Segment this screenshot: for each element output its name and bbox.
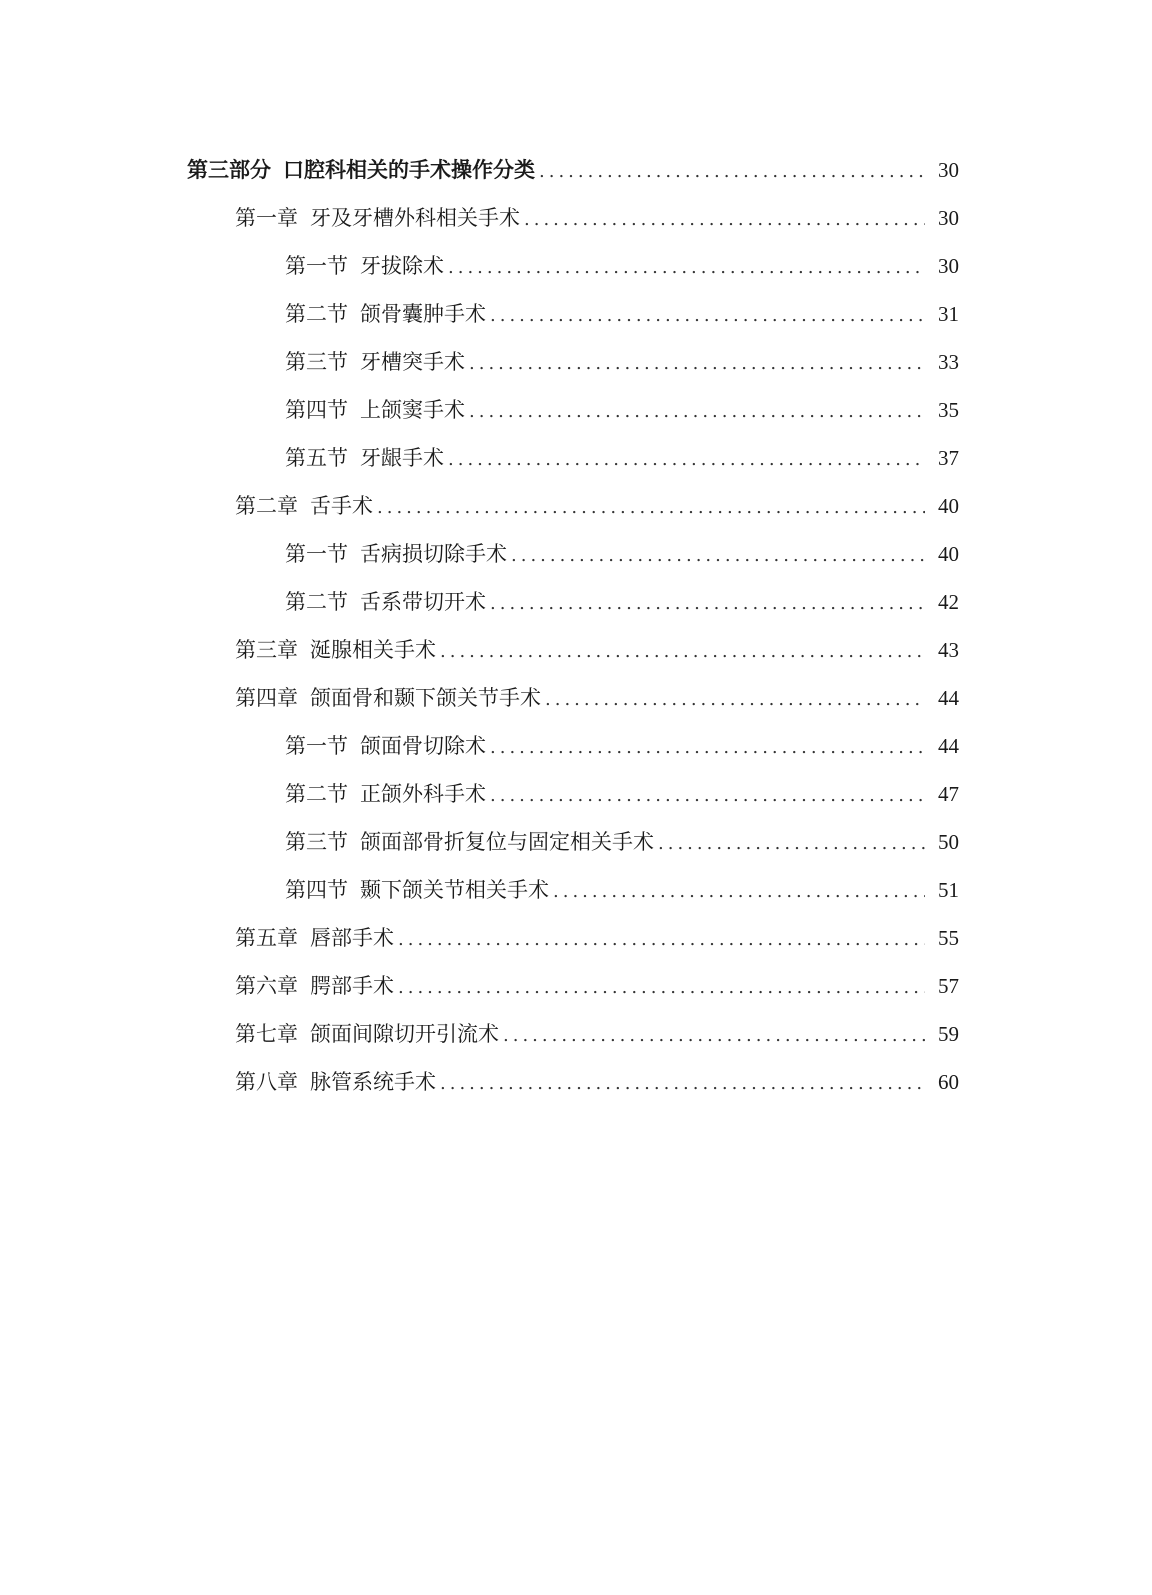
- toc-entry-title: 舌病损切除手术: [360, 542, 507, 566]
- dot-leader: [398, 920, 925, 960]
- toc-entry-label: 第二节: [285, 782, 348, 806]
- toc-entry-page-number: 44: [938, 686, 959, 710]
- toc-section-entry[interactable]: [285, 822, 959, 862]
- toc-chapter-entry[interactable]: [235, 486, 959, 526]
- toc-chapter-entry[interactable]: [235, 1014, 959, 1054]
- toc-entry-label: 第一章: [235, 206, 298, 230]
- toc-entry-title: 颌面间隙切开引流术: [310, 1022, 499, 1046]
- toc-section-entry[interactable]: [285, 246, 959, 286]
- toc-entry-page-number: 40: [938, 542, 959, 566]
- toc-section-entry[interactable]: [285, 582, 959, 622]
- toc-entry-title: 舌手术: [310, 494, 373, 518]
- toc-entry-page-number: 33: [938, 350, 959, 374]
- toc-entry-page-number: 35: [938, 398, 959, 422]
- toc-entry-page-number: 60: [938, 1070, 959, 1094]
- toc-entry-label: 第一节: [285, 254, 348, 278]
- toc-entry-page-number: 30: [938, 158, 959, 182]
- toc-section-entry[interactable]: [285, 342, 959, 382]
- toc-chapter-entry[interactable]: [235, 630, 959, 670]
- toc-entry-label: 第五章: [235, 926, 298, 950]
- toc-entry-label: 第四节: [285, 878, 348, 902]
- dot-leader: [545, 680, 925, 720]
- toc-chapter-entry[interactable]: [235, 678, 959, 718]
- toc-section-entry[interactable]: [285, 726, 959, 766]
- toc-entry-page-number: 42: [938, 590, 959, 614]
- dot-leader: [490, 296, 925, 336]
- toc-chapter-entry[interactable]: [235, 1062, 959, 1102]
- dot-leader: [511, 536, 925, 576]
- toc-entry-label: 第三部分: [187, 158, 271, 182]
- toc-entry-page-number: 37: [938, 446, 959, 470]
- toc-entry-title: 牙拔除术: [360, 254, 444, 278]
- toc-entry-label: 第二节: [285, 590, 348, 614]
- toc-entry-label: 第一节: [285, 542, 348, 566]
- toc-entry-page-number: 47: [938, 782, 959, 806]
- dot-leader: [503, 1016, 925, 1056]
- toc-entry-title: 上颌窦手术: [360, 398, 465, 422]
- toc-entry-title: 颌面部骨折复位与固定相关手术: [360, 830, 654, 854]
- toc-section-entry[interactable]: [285, 294, 959, 334]
- dot-leader: [490, 728, 925, 768]
- toc-entry-title: 口腔科相关的手术操作分类: [283, 158, 535, 182]
- toc-entry-title: 唇部手术: [310, 926, 394, 950]
- toc-entry-title: 颞下颌关节相关手术: [360, 878, 549, 902]
- toc-entry-label: 第六章: [235, 974, 298, 998]
- toc-entry-page-number: 43: [938, 638, 959, 662]
- toc-entry-page-number: 40: [938, 494, 959, 518]
- toc-chapter-entry[interactable]: [235, 966, 959, 1006]
- toc-section-entry[interactable]: [285, 534, 959, 574]
- dot-leader: [539, 152, 925, 192]
- toc-entry-label: 第二章: [235, 494, 298, 518]
- dot-leader: [440, 1064, 925, 1104]
- toc-entry-label: 第四节: [285, 398, 348, 422]
- dot-leader: [658, 824, 925, 864]
- toc-chapter-entry[interactable]: [235, 198, 959, 238]
- toc-entry-title: 颌面骨和颞下颌关节手术: [310, 686, 541, 710]
- dot-leader: [469, 392, 925, 432]
- toc-entry-page-number: 50: [938, 830, 959, 854]
- toc-entry-page-number: 30: [938, 206, 959, 230]
- toc-entry-page-number: 59: [938, 1022, 959, 1046]
- dot-leader: [377, 488, 925, 528]
- toc-entry-label: 第四章: [235, 686, 298, 710]
- toc-entry-title: 颌骨囊肿手术: [360, 302, 486, 326]
- toc-entry-page-number: 55: [938, 926, 959, 950]
- toc-entry-page-number: 51: [938, 878, 959, 902]
- dot-leader: [469, 344, 925, 384]
- toc-entry-title: 颌面骨切除术: [360, 734, 486, 758]
- toc-entry-label: 第五节: [285, 446, 348, 470]
- toc-entry-label: 第三节: [285, 350, 348, 374]
- dot-leader: [448, 440, 925, 480]
- toc-entry-title: 脉管系统手术: [310, 1070, 436, 1094]
- dot-leader: [398, 968, 925, 1008]
- toc-section-entry[interactable]: [285, 390, 959, 430]
- dot-leader: [490, 584, 925, 624]
- toc-entry-title: 牙龈手术: [360, 446, 444, 470]
- dot-leader: [448, 248, 925, 288]
- dot-leader: [553, 872, 925, 912]
- toc-entry-page-number: 31: [938, 302, 959, 326]
- toc-entry-label: 第一节: [285, 734, 348, 758]
- toc-entry-title: 舌系带切开术: [360, 590, 486, 614]
- dot-leader: [524, 200, 925, 240]
- toc-part-entry[interactable]: [187, 150, 959, 190]
- dot-leader: [490, 776, 925, 816]
- toc-section-entry[interactable]: [285, 774, 959, 814]
- dot-leader: [440, 632, 925, 672]
- toc-section-entry[interactable]: [285, 870, 959, 910]
- toc-entry-page-number: 44: [938, 734, 959, 758]
- toc-entry-label: 第三章: [235, 638, 298, 662]
- toc-chapter-entry[interactable]: [235, 918, 959, 958]
- toc-entry-title: 牙槽突手术: [360, 350, 465, 374]
- toc-entry-label: 第七章: [235, 1022, 298, 1046]
- toc-entry-title: 正颌外科手术: [360, 782, 486, 806]
- toc-section-entry[interactable]: [285, 438, 959, 478]
- toc-entry-page-number: 30: [938, 254, 959, 278]
- toc-entry-title: 牙及牙槽外科相关手术: [310, 206, 520, 230]
- toc-entry-label: 第八章: [235, 1070, 298, 1094]
- toc-entry-page-number: 57: [938, 974, 959, 998]
- toc-entry-title: 腭部手术: [310, 974, 394, 998]
- toc-entry-label: 第二节: [285, 302, 348, 326]
- toc-entry-title: 涎腺相关手术: [310, 638, 436, 662]
- toc-entry-label: 第三节: [285, 830, 348, 854]
